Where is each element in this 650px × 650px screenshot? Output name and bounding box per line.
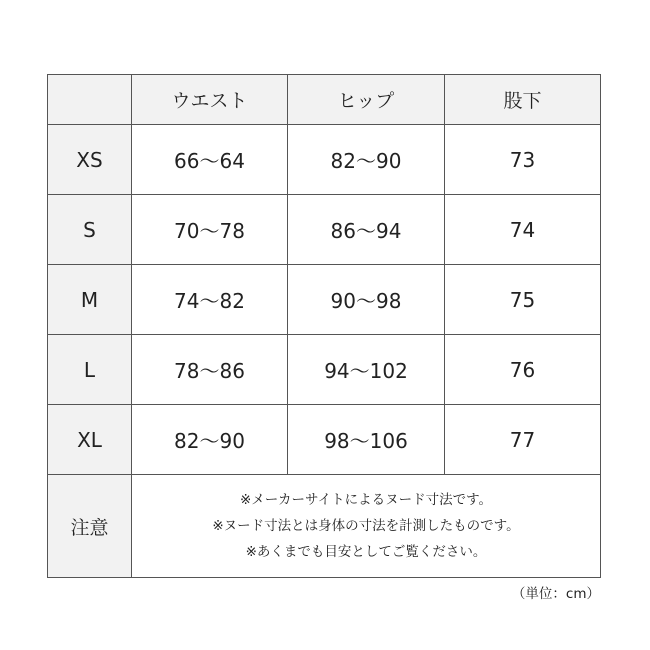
- size-chart-table: [47, 74, 601, 578]
- table-row: [48, 405, 601, 475]
- inseam-value: 76: [445, 335, 601, 405]
- notes-cell: [132, 475, 601, 578]
- note-line: ※ヌード寸法とは身体の寸法を計測したものです。: [212, 518, 520, 534]
- size-label: M: [48, 265, 132, 335]
- inseam-value: 75: [445, 265, 601, 335]
- hip-value: 90〜98: [288, 265, 445, 335]
- waist-value: 66〜64: [132, 125, 288, 195]
- size-label: L: [48, 335, 132, 405]
- header-hip: ヒップ: [288, 75, 445, 125]
- hip-value: 82〜90: [288, 125, 445, 195]
- size-label: S: [48, 195, 132, 265]
- header-inseam: 股下: [445, 75, 601, 125]
- notes-label: 注意: [48, 475, 132, 578]
- unit-note: （単位：cm）: [511, 586, 600, 602]
- waist-value: 70〜78: [132, 195, 288, 265]
- header-waist: ウエスト: [132, 75, 288, 125]
- waist-value: 74〜82: [132, 265, 288, 335]
- size-label: XL: [48, 405, 132, 475]
- size-label: XS: [48, 125, 132, 195]
- hip-value: 94〜102: [288, 335, 445, 405]
- notes-row: [48, 475, 601, 578]
- hip-value: 86〜94: [288, 195, 445, 265]
- header-corner-cell: [48, 75, 132, 125]
- table-row: [48, 125, 601, 195]
- waist-value: 82〜90: [132, 405, 288, 475]
- header-row: [48, 75, 601, 125]
- hip-value: 98〜106: [288, 405, 445, 475]
- note-line: ※あくまでも目安としてご覧ください。: [245, 544, 487, 560]
- inseam-value: 77: [445, 405, 601, 475]
- table-row: [48, 265, 601, 335]
- table-row: [48, 335, 601, 405]
- waist-value: 78〜86: [132, 335, 288, 405]
- note-line: ※メーカーサイトによるヌード寸法です。: [239, 492, 493, 508]
- inseam-value: 73: [445, 125, 601, 195]
- inseam-value: 74: [445, 195, 601, 265]
- table-row: [48, 195, 601, 265]
